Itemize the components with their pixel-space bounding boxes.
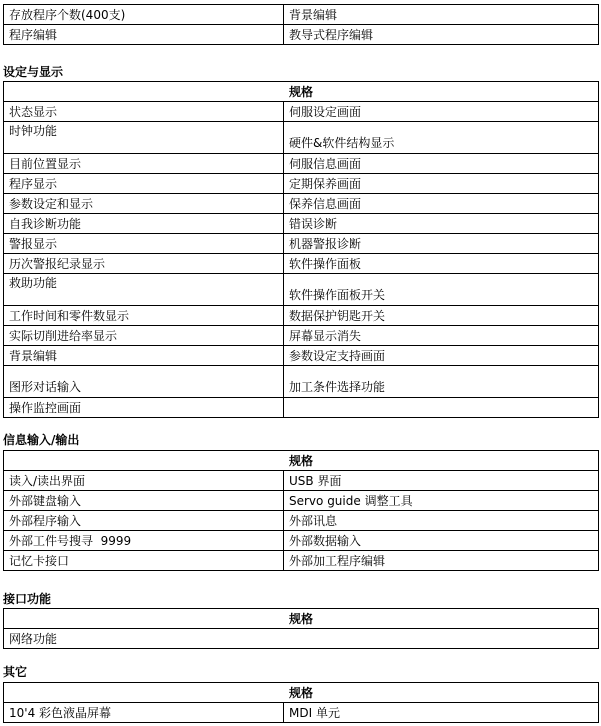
table-cell: 屏幕显示消失 bbox=[284, 326, 599, 346]
table-row bbox=[4, 346, 599, 366]
table-cell: 目前位置显示 bbox=[4, 154, 284, 174]
table-header: 规格 bbox=[4, 82, 599, 102]
table-cell: 工作时间和零件数显示 bbox=[4, 306, 284, 326]
table-row bbox=[4, 366, 599, 398]
table-cell: 外部讯息 bbox=[284, 511, 599, 531]
table-row bbox=[4, 306, 599, 326]
table-row bbox=[4, 471, 599, 491]
table-row bbox=[4, 102, 599, 122]
table-row bbox=[4, 551, 599, 571]
table-cell: 背景编辑 bbox=[284, 5, 599, 25]
table-cell: 机器警报诊断 bbox=[284, 234, 599, 254]
table-row bbox=[4, 511, 599, 531]
table-header: 规格 bbox=[4, 683, 599, 703]
table-cell: 错误诊断 bbox=[284, 214, 599, 234]
table-cell: 外部工件号搜寻 9999 bbox=[4, 531, 284, 551]
table-row bbox=[4, 234, 599, 254]
table-cell: 保养信息画面 bbox=[284, 194, 599, 214]
table-cell: 实际切削进给率显示 bbox=[4, 326, 284, 346]
table-cell: 图形对话输入 bbox=[4, 366, 284, 398]
table-cell: MDI 单元 bbox=[284, 703, 599, 723]
table-cell: 记忆卡接口 bbox=[4, 551, 284, 571]
table-cell: 背景编辑 bbox=[4, 346, 284, 366]
section-title-other: 其它 bbox=[3, 665, 28, 679]
table-cell: 外部程序输入 bbox=[4, 511, 284, 531]
table-cell: 状态显示 bbox=[4, 102, 284, 122]
table-row bbox=[4, 326, 599, 346]
table-row bbox=[4, 491, 599, 511]
table-cell: 教导式程序编辑 bbox=[284, 25, 599, 45]
table-cell: 存放程序个数(400支) bbox=[4, 5, 284, 25]
table-row bbox=[4, 122, 599, 154]
table-cell: 伺服设定画面 bbox=[284, 102, 599, 122]
table-cell: 历次警报纪录显示 bbox=[4, 254, 284, 274]
table-cell: 读入/读出界面 bbox=[4, 471, 284, 491]
table-header-row bbox=[4, 683, 599, 703]
table-cell: 10'4 彩色液晶屏幕 bbox=[4, 703, 284, 723]
table-row bbox=[4, 629, 599, 649]
table-cell: 硬件&软件结构显示 bbox=[284, 122, 599, 154]
table-cell: 软件操作面板开关 bbox=[284, 274, 599, 306]
settings-display-table bbox=[3, 81, 599, 418]
table-row bbox=[4, 174, 599, 194]
table-cell: 时钟功能 bbox=[4, 122, 284, 154]
table-cell: 软件操作面板 bbox=[284, 254, 599, 274]
table-cell: 数据保护钥匙开关 bbox=[284, 306, 599, 326]
table-row bbox=[4, 254, 599, 274]
table-cell: 操作监控画面 bbox=[4, 398, 284, 418]
table-row bbox=[4, 25, 599, 45]
table-cell: 伺服信息画面 bbox=[284, 154, 599, 174]
table-header-row bbox=[4, 451, 599, 471]
section-title-interface: 接口功能 bbox=[3, 592, 52, 606]
table-cell: Servo guide 调整工具 bbox=[284, 491, 599, 511]
table-cell: 外部加工程序编辑 bbox=[284, 551, 599, 571]
table-cell: 外部数据输入 bbox=[284, 531, 599, 551]
table-cell: 参数设定支持画面 bbox=[284, 346, 599, 366]
table-cell: 参数设定和显示 bbox=[4, 194, 284, 214]
table-cell: 程序显示 bbox=[4, 174, 284, 194]
table-cell: 外部键盘输入 bbox=[4, 491, 284, 511]
interface-table bbox=[3, 608, 599, 649]
other-table bbox=[3, 682, 599, 723]
section-title-settings-display: 设定与显示 bbox=[3, 65, 64, 79]
table-cell: USB 界面 bbox=[284, 471, 599, 491]
table-cell: 网络功能 bbox=[4, 629, 599, 649]
table-cell: 定期保养画面 bbox=[284, 174, 599, 194]
table-cell: 警报显示 bbox=[4, 234, 284, 254]
table-row bbox=[4, 194, 599, 214]
table-row bbox=[4, 274, 599, 306]
top-table bbox=[3, 4, 599, 45]
table-cell: 自我诊断功能 bbox=[4, 214, 284, 234]
table-row bbox=[4, 5, 599, 25]
table-cell: 救助功能 bbox=[4, 274, 284, 306]
table-header: 规格 bbox=[4, 451, 599, 471]
table-row bbox=[4, 398, 599, 418]
io-table bbox=[3, 450, 599, 571]
table-header-row bbox=[4, 609, 599, 629]
table-cell: 加工条件选择功能 bbox=[284, 366, 599, 398]
table-row bbox=[4, 214, 599, 234]
table-row bbox=[4, 531, 599, 551]
table-cell bbox=[284, 398, 599, 418]
table-cell: 程序编辑 bbox=[4, 25, 284, 45]
section-title-io: 信息输入/输出 bbox=[3, 433, 80, 447]
table-header: 规格 bbox=[4, 609, 599, 629]
table-row bbox=[4, 703, 599, 723]
table-row bbox=[4, 154, 599, 174]
table-header-row bbox=[4, 82, 599, 102]
